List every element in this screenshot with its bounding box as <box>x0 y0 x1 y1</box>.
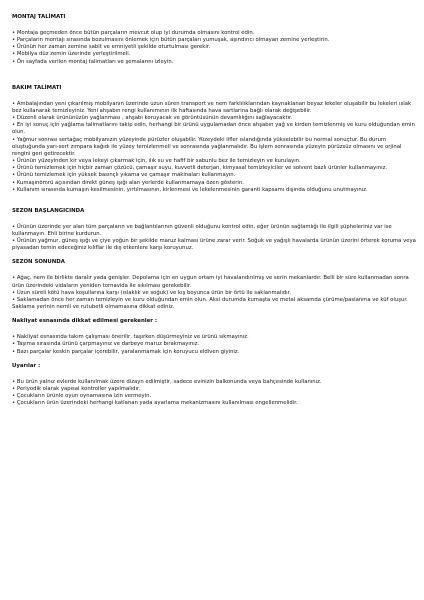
list-item: • Ürünün üzerinde yer alan tüm parçaların ve bağlantılarının güvenli olduğunu kontrol edin, eğer ürünün sağlamlığı ile ilgili şüpheleriniz var ise kullanmayın. Ehli birine kurdurun. <box>12 224 416 238</box>
list-item: • Ambalajından yeni çıkarılmış mobilyanın üzerinde uzun süren transport ve nem farklılıklarından kaynaklanan beyaz lekeler oluşabilir bu lekeleri ıslak bez kullanarak temizleyiniz. Yeni ahşabın rengi kullanımının ilk haftasında hava sartlarina bağlı olarak değişebilir. <box>12 101 416 115</box>
list-item: • Periyodik olarak yapısal kontroller yapılmalıdır. <box>12 386 416 393</box>
list-item: • Ürünü temizlemek için yüksek basınçlı yıkama ve çamaşır makinaları kullanmayın. <box>12 172 416 179</box>
list-item: • Mobilya düz zemin üzerinde yerleştirilmeli. <box>12 51 416 58</box>
list-item: • Düzenli olarak ürününüzün yağlanması , ahşabı koruyacak ve görüntüsünün devamlılığını sağlayacaktır. <box>12 115 416 122</box>
list-item: • Saklamadan önce her zaman temizleyin ve kuru olduğundan emin olun. Aksi durumda kumaşta ve metal aksamda çürüme/paslanma ve küf oluşur. Saklama yerinin nemli ve rutubetli olmamasına dikkat ediniz. <box>12 297 416 311</box>
list-item: • Ürünün yüzeyinden kir veya lekeyi çıkarmak için, ılık su ve hafif bir sabunlu bez ile temizleyin ve kurulayın. <box>12 158 416 165</box>
list-item: • Taşıma sırasında ürünü çarpmayınız ve darbeye maruz bırakmayınız. <box>12 341 416 348</box>
list-item: • Ürünü temizlemek için hiçbir zaman çözücü, çamaşır suyu, kuvvetli deterjan, kimyasal temizleyiciler ve solvent bazlı ürünler kullanmayınız. <box>12 165 416 172</box>
list-item: • Nakliyat esnasında takım çalışması önerilir, taşırken düşürmeyiniz ve ürünü sıkmayınız. <box>12 334 416 341</box>
list-item: • Ağaç, nem ile birlikte daralır yada genişler. Depolama için en uygun ortam iyi havalandırılmış ve serin mekanlardır. Belli bir süre kullanmadan sonra ürün üzerindeki vidaların yeniden tornavida ile sıkılması gerekebilir. <box>12 275 416 289</box>
section-sezon-baslangic <box>12 208 416 253</box>
list-item: • Parçaların montajı sırasında bozulmasını önlemek için bütün parçaları yumuşak, aşındırıcı olmayan zemine yerleştirin. <box>12 37 416 44</box>
list-item: • Ön sayfada verilen montaj talimatları ve şemalarını izleyin. <box>12 59 416 66</box>
item-list <box>12 101 416 194</box>
section-title: Uyarılar : <box>12 362 41 369</box>
list-item: • En iyi sonuç için yağlama talimatlarını takip edin, herhangi bir ürünü uygulamadan önce ahşabın yağ ve kirden temizlenmiş ve kuru olduğundan emin olun. <box>12 122 416 136</box>
list-item: • Çocukların ürünle oyun oynamasına izin vermeyin. <box>12 393 416 400</box>
section-montaj <box>12 14 416 66</box>
list-item: • Ürünün her zaman zemine sabit ve emniyetli şekilde oturtulması gerekir. <box>12 44 416 51</box>
item-list <box>12 379 416 408</box>
list-item: • Montaja geçmeden önce bütün parçaların mevcut olup iyi durumda olmasını kontrol edin. <box>12 30 416 37</box>
list-item: • Yağmur sonrası sertağaç mobilyanızın yüzeyinde pürüzler oluşabilir. Yüzeydeki lifler ıslandığında yükselebilir bu normal sonuçtur. Bu durum oluştuğunda yarı-sert zımpara kağıdı ile yüzey temizlenmeli ve sonrasında yağlanmalıdır. Bu işlem sonrasında yüzeyin pürüzsüz olmasını ve orjinal rengini geri getirecektir. <box>12 137 416 158</box>
section-title: BAKIM TALİMATI <box>12 84 62 91</box>
section-title: Nakliyat esnasında dikkat edilmesi gerekenler : <box>12 318 157 325</box>
list-item: • Kumaşınömrü açısından direkt güneş ışığı alan yerlerde kullanmamaya özen gösterin. <box>12 180 416 187</box>
list-item: • Bu ürün yalnız evlerde kullanılmak üzere dizayn edilmiştir, sadece evinizin balkonunda veya bahçesinde kullanınız. <box>12 379 416 386</box>
section-sezon-sonu <box>12 259 416 311</box>
section-title: SEZON BAŞLANGICINDA <box>12 207 85 214</box>
item-list <box>12 30 416 66</box>
section-nakliyat <box>12 318 416 355</box>
item-list <box>12 275 416 311</box>
list-item: • Çocukların ürün üzerindeki herhangi katlanan yada ayarlama mekanizmasını kullanılması engellenmelidir. <box>12 400 416 407</box>
section-uyarilar <box>12 363 416 408</box>
list-item: • Ürünün yağmur, güneş ışığı ve çiye yoğun bir şekilde maruz kalması ürüne zarar verir. Soğuk ve yağışlı havalarda ürünün üzerini örterek koruma veya piyasadan temin edeceğiniz kılıflar ile dış etkenlere karşı koruyunuz. <box>12 238 416 252</box>
list-item: • Uzun süreli kötü hava koşullarına karşı (ıslaklık ve soğuk) ve kış boyunca ürün bir örtü ile saklanmalıdır. <box>12 290 416 297</box>
section-bakim <box>12 85 416 194</box>
item-list <box>12 224 416 253</box>
list-item: • Kullanım sırasında kumaşın kesilmesinin, yırtılmasının, kirlenmesi ve lekelenmesinin garanti kapsamı dışında olduğunu unutmayınız. <box>12 187 416 194</box>
list-item: • Bazı parçalar keskin parçalar içerebilir, yaralanmamak için koruyucu eldiven giyiniz. <box>12 349 416 356</box>
section-title: SEZON SONUNDA <box>12 259 65 266</box>
section-title: MONTAJ TALİMATI <box>12 14 66 20</box>
item-list <box>12 334 416 355</box>
